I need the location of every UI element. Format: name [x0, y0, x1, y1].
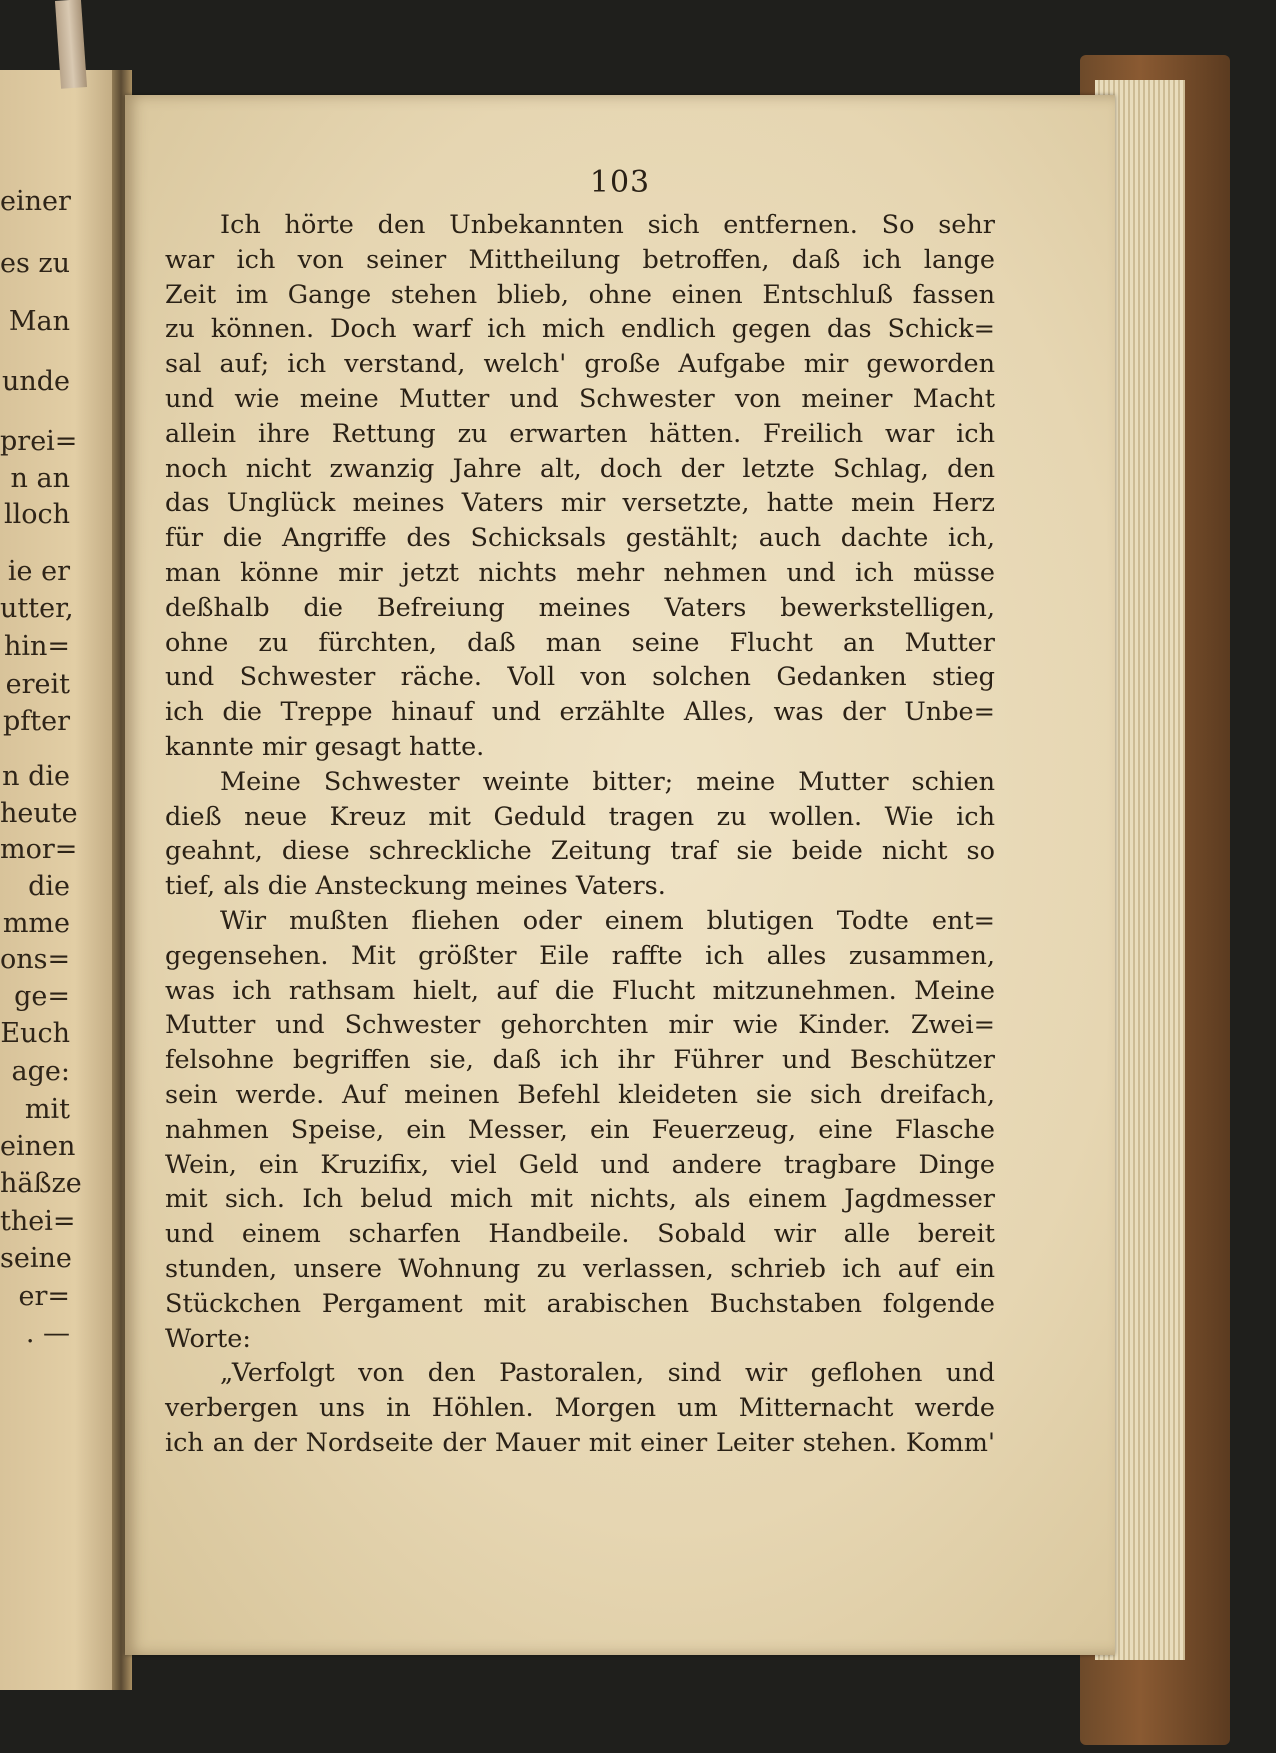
- left-page-fragment: pfter: [2, 706, 70, 737]
- text-line: tief, als die Ansteckung meines Vaters.: [165, 871, 666, 902]
- text-line: verbergen uns in Höhlen. Morgen um Mitternacht werde: [165, 1393, 995, 1424]
- left-page-fragment: ons=: [0, 944, 71, 975]
- left-page-fragment: er=: [18, 1281, 70, 1312]
- left-page-fragment: mor=: [0, 834, 78, 865]
- left-page-fragment: es zu: [0, 248, 71, 279]
- text-line: felsohne begriffen sie, daß ich ihr Führer und Beschützer: [165, 1045, 995, 1076]
- text-line: und einem scharfen Handbeile. Sobald wir alle bereit: [165, 1219, 995, 1250]
- text-line: Wein, ein Kruzifix, viel Geld und andere tragbare Dinge: [165, 1149, 995, 1180]
- left-page-fragment: mme: [2, 908, 70, 939]
- text-line: Ich hörte den Unbekannten sich entfernen. So sehr: [220, 210, 995, 240]
- bookmark-ribbon: [55, 0, 87, 89]
- text-line: Zeit im Gange stehen blieb, ohne einen Entschluß fassen: [165, 279, 995, 310]
- left-page-fragment: Euch: [0, 1018, 70, 1049]
- text-line: ich an der Nordseite der Mauer mit einer Leiter stehen. Komm': [165, 1427, 995, 1458]
- text-line: gegensehen. Mit größter Eile raffte ich alles zusammen,: [165, 940, 995, 971]
- text-line: Stückchen Pergament mit arabischen Buchstaben folgende: [165, 1288, 995, 1319]
- left-page-fragment: ge=: [14, 981, 70, 1012]
- text-line: Meine Schwester weinte bitter; meine Mutter schien: [220, 766, 995, 797]
- text-line: war ich von seiner Mittheilung betroffen, daß ich lange: [165, 244, 995, 275]
- page-body-text: [165, 208, 995, 1461]
- page-number: 103: [589, 165, 651, 200]
- text-line: deßhalb die Befreiung meines Vaters bewerkstelligen,: [165, 592, 995, 623]
- left-page-fragment: Man: [8, 306, 70, 337]
- text-line: sein werde. Auf meinen Befehl kleideten sie sich dreifach,: [165, 1079, 995, 1110]
- text-line: zu können. Doch warf ich mich endlich gegen das Schick=: [165, 314, 995, 345]
- text-line: sal auf; ich verstand, welch' große Aufgabe mir geworden: [165, 349, 995, 380]
- text-line: noch nicht zwanzig Jahre alt, doch der letzte Schlag, den: [165, 453, 995, 484]
- text-line: Worte:: [165, 1323, 251, 1354]
- left-page-fragment: hin=: [3, 631, 70, 662]
- left-page: [0, 70, 125, 1690]
- text-line: Mutter und Schwester gehorchten mir wie Kinder. Zwei=: [165, 1010, 995, 1041]
- left-page-fragment: ie er: [7, 556, 70, 587]
- text-line: kannte mir gesagt hatte.: [165, 731, 485, 762]
- left-page-fragment: . —: [25, 1318, 70, 1349]
- left-page-fragment: seine: [0, 1243, 72, 1274]
- left-page-fragment: mit: [24, 1094, 70, 1125]
- left-page-fragment: einer: [0, 186, 71, 217]
- text-line: „Verfolgt von den Pastoralen, sind wir geflohen und: [220, 1358, 995, 1389]
- text-line: das Unglück meines Vaters mir versetzte, hatte mein Herz: [165, 488, 995, 519]
- left-page-fragment: n an: [10, 463, 70, 494]
- left-page-fragment: n die: [2, 761, 70, 792]
- text-line: ich die Treppe hinauf und erzählte Alles, was der Unbe=: [165, 697, 995, 728]
- left-page-fragment: thei=: [0, 1206, 76, 1237]
- text-line: und Schwester räche. Voll von solchen Gedanken stieg: [165, 662, 995, 693]
- text-line: und wie meine Mutter und Schwester von meiner Macht: [165, 383, 995, 414]
- left-page-fragment: prei=: [0, 426, 78, 457]
- text-line: dieß neue Kreuz mit Geduld tragen zu wollen. Wie ich: [165, 801, 995, 832]
- text-line: ohne zu fürchten, daß man seine Flucht an Mutter: [165, 627, 995, 658]
- text-line: man könne mir jetzt nichts mehr nehmen und ich müsse: [165, 557, 995, 588]
- left-page-fragment: häßze: [0, 1168, 82, 1199]
- left-page-fragment: age:: [11, 1056, 70, 1087]
- left-page-fragment: heute: [0, 798, 78, 829]
- text-line: stunden, unsere Wohnung zu verlassen, schrieb ich auf ein: [165, 1253, 995, 1284]
- left-page-fragment: unde: [1, 366, 70, 397]
- text-line: Wir mußten fliehen oder einem blutigen Todte ent=: [220, 905, 995, 936]
- text-line: mit sich. Ich belud mich mit nichts, als einem Jagdmesser: [165, 1184, 995, 1215]
- text-line: für die Angriffe des Schicksals gestählt; auch dachte ich,: [165, 523, 995, 554]
- left-page-fragment: die: [28, 871, 70, 902]
- left-page-fragment: lloch: [3, 499, 70, 530]
- left-page-fragment: ereit: [5, 669, 70, 700]
- text-line: geahnt, diese schreckliche Zeitung traf sie beide nicht so: [165, 836, 995, 867]
- right-page: [125, 95, 1115, 1655]
- text-line: nahmen Speise, ein Messer, ein Feuerzeug, eine Flasche: [165, 1114, 995, 1145]
- text-line: was ich rathsam hielt, auf die Flucht mitzunehmen. Meine: [165, 975, 995, 1006]
- left-page-fragment: utter,: [0, 593, 74, 624]
- text-line: allein ihre Rettung zu erwarten hätten. Freilich war ich: [165, 418, 995, 449]
- left-page-fragment: einen: [0, 1131, 76, 1162]
